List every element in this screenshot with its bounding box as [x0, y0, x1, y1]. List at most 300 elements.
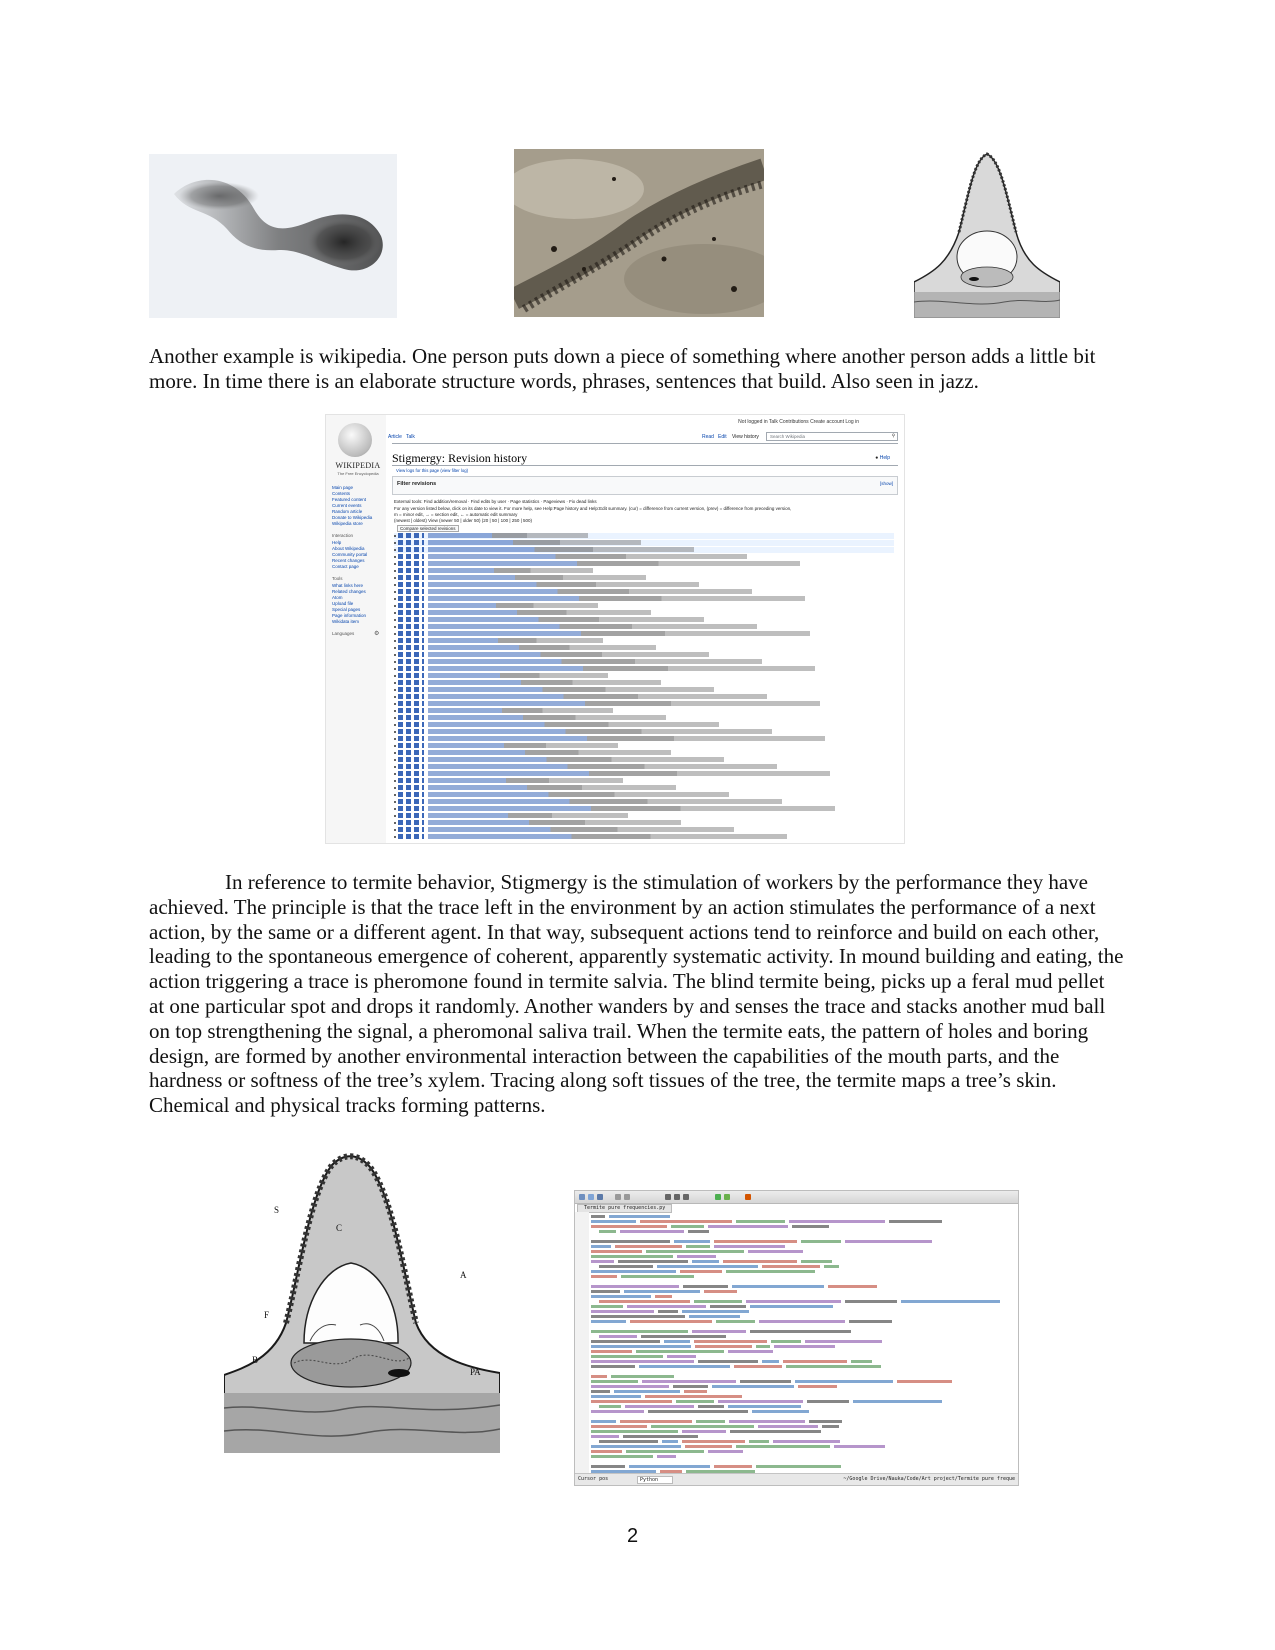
- sidebar-item-current-events[interactable]: Current events: [332, 503, 362, 508]
- code-token: [591, 1420, 616, 1423]
- cut-icon[interactable]: [665, 1194, 671, 1200]
- sidebar-item-special[interactable]: Special pages: [332, 607, 361, 612]
- revision-row[interactable]: [394, 547, 894, 553]
- sidebar-item-community[interactable]: Community portal: [332, 552, 368, 557]
- status-cursor-pos: Cursor pos: [578, 1476, 609, 1482]
- code-token: [591, 1240, 670, 1243]
- code-token: [684, 1390, 707, 1393]
- revision-summary[interactable]: [428, 820, 681, 825]
- revision-summary[interactable]: [428, 624, 757, 629]
- revision-summary[interactable]: [428, 540, 641, 545]
- cur-prev-links[interactable]: [398, 743, 424, 748]
- revision-summary[interactable]: [428, 736, 825, 741]
- cur-prev-links[interactable]: [398, 708, 424, 713]
- line-number-gutter: [575, 1212, 589, 1474]
- bullet-icon: [394, 829, 396, 831]
- code-token: [729, 1420, 805, 1423]
- revision-summary[interactable]: [428, 694, 767, 699]
- revision-row[interactable]: [394, 722, 894, 728]
- revision-summary[interactable]: [428, 568, 593, 573]
- code-token: [642, 1380, 736, 1383]
- revision-row[interactable]: [394, 708, 894, 714]
- code-token: [620, 1230, 684, 1233]
- code-token: [749, 1440, 769, 1443]
- cur-prev-links[interactable]: [398, 771, 424, 776]
- mound-label: S: [274, 1205, 280, 1215]
- revision-row[interactable]: [394, 631, 894, 637]
- revision-row[interactable]: [394, 582, 894, 588]
- code-token: [773, 1440, 840, 1443]
- revision-row[interactable]: [394, 771, 894, 777]
- cur-prev-links[interactable]: [398, 701, 424, 706]
- sidebar-item-featured[interactable]: Featured content: [332, 497, 367, 502]
- code-token: [591, 1410, 644, 1413]
- sidebar-item-wikidata[interactable]: Wikidata item: [332, 619, 360, 624]
- undo-icon[interactable]: [615, 1194, 621, 1200]
- code-token: [591, 1340, 660, 1343]
- revision-summary[interactable]: [428, 617, 704, 622]
- code-token: [599, 1230, 616, 1233]
- cur-prev-links[interactable]: [398, 750, 424, 755]
- revision-row[interactable]: [394, 785, 894, 791]
- revision-summary[interactable]: [428, 834, 787, 839]
- cur-prev-links[interactable]: [398, 757, 424, 762]
- sidebar-item-what-links[interactable]: What links here: [332, 583, 364, 588]
- cur-prev-links[interactable]: [398, 820, 424, 825]
- paste-icon[interactable]: [683, 1194, 689, 1200]
- code-token: [591, 1355, 663, 1358]
- code-token: [736, 1445, 830, 1448]
- revision-row[interactable]: [394, 827, 894, 833]
- bullet-icon: [394, 710, 396, 712]
- revision-summary[interactable]: [428, 554, 747, 559]
- wiki-page-title: Stigmergy: Revision history: [392, 451, 528, 465]
- code-token: [591, 1320, 626, 1323]
- cur-prev-links[interactable]: [398, 785, 424, 790]
- revision-summary[interactable]: [428, 659, 762, 664]
- sidebar-item-main-page[interactable]: Main page: [332, 485, 354, 490]
- cur-prev-links[interactable]: [398, 617, 424, 622]
- code-token: [682, 1440, 745, 1443]
- code-token: [809, 1420, 842, 1423]
- revision-summary[interactable]: [428, 631, 810, 636]
- bullet-icon: [394, 598, 396, 600]
- cur-prev-links[interactable]: [398, 540, 424, 545]
- new-file-icon[interactable]: [579, 1194, 585, 1200]
- code-token: [591, 1260, 614, 1263]
- code-token: [591, 1400, 672, 1403]
- bullet-icon: [394, 619, 396, 621]
- revision-row[interactable]: [394, 764, 894, 770]
- code-token: [599, 1265, 653, 1268]
- wiki-personal-links[interactable]: Not logged in Talk Contributions Create account Log in: [738, 419, 859, 425]
- revision-summary[interactable]: [428, 827, 734, 832]
- sidebar-item-recent-changes[interactable]: Recent changes: [332, 558, 365, 563]
- cur-prev-links[interactable]: [398, 575, 424, 580]
- code-token: [758, 1425, 818, 1428]
- code-token: [591, 1285, 679, 1288]
- cur-prev-links[interactable]: [398, 561, 424, 566]
- revision-summary[interactable]: [428, 764, 777, 769]
- code-token: [676, 1400, 714, 1403]
- cur-prev-links[interactable]: [398, 666, 424, 671]
- revision-summary[interactable]: [428, 603, 598, 608]
- bullet-icon: [394, 815, 396, 817]
- history-pager[interactable]: (newest | oldest) View (newer 50 | older 50) (20 | 50 | 100 | 250 | 500): [394, 518, 533, 523]
- code-token: [599, 1440, 658, 1443]
- code-token: [591, 1225, 667, 1228]
- code-token: [688, 1230, 709, 1233]
- revision-row[interactable]: [394, 701, 894, 707]
- revision-row[interactable]: [394, 729, 894, 735]
- code-token: [664, 1340, 690, 1343]
- revision-row[interactable]: [394, 603, 894, 609]
- tab-talk[interactable]: Talk: [406, 434, 415, 440]
- tab-article[interactable]: Article: [388, 434, 402, 440]
- cur-prev-links[interactable]: [398, 687, 424, 692]
- revision-row[interactable]: [394, 561, 894, 567]
- revision-summary[interactable]: [428, 715, 666, 720]
- code-token: [732, 1285, 824, 1288]
- revision-summary[interactable]: [428, 575, 646, 580]
- code-token: [620, 1420, 692, 1423]
- revision-summary[interactable]: [428, 547, 694, 552]
- mound-label: A: [460, 1270, 467, 1280]
- revision-summary[interactable]: [428, 792, 729, 797]
- cur-prev-links[interactable]: [398, 547, 424, 552]
- cur-prev-links[interactable]: [398, 631, 424, 636]
- cur-prev-links[interactable]: [398, 722, 424, 727]
- code-token: [625, 1405, 694, 1408]
- code-token: [789, 1220, 885, 1223]
- cur-prev-links[interactable]: [398, 645, 424, 650]
- revision-row[interactable]: [394, 568, 894, 574]
- code-token: [591, 1445, 681, 1448]
- revision-row[interactable]: [394, 554, 894, 560]
- revision-row[interactable]: [394, 666, 894, 672]
- revision-row[interactable]: [394, 659, 894, 665]
- cur-prev-links[interactable]: [398, 736, 424, 741]
- cur-prev-links[interactable]: [398, 652, 424, 657]
- revision-summary[interactable]: [428, 778, 623, 783]
- code-token: [696, 1420, 725, 1423]
- code-token: [807, 1400, 849, 1403]
- bullet-icon: [394, 626, 396, 628]
- sidebar-item-donate[interactable]: Donate to Wikipedia: [332, 515, 373, 520]
- revision-row[interactable]: [394, 687, 894, 693]
- ants-image: [514, 149, 764, 317]
- revision-summary[interactable]: [428, 813, 628, 818]
- revision-row[interactable]: [394, 820, 894, 826]
- bullet-icon: [394, 661, 396, 663]
- copy-icon[interactable]: [674, 1194, 680, 1200]
- code-token: [698, 1405, 724, 1408]
- sidebar-item-store[interactable]: Wikipedia store: [332, 521, 363, 526]
- code-token: [822, 1425, 839, 1428]
- code-token: [762, 1265, 820, 1268]
- bullet-icon: [394, 542, 396, 544]
- revision-summary[interactable]: [428, 771, 830, 776]
- code-token: [686, 1245, 710, 1248]
- filter-show-toggle[interactable]: [show]: [879, 481, 893, 486]
- revision-row[interactable]: [394, 617, 894, 623]
- cur-prev-links[interactable]: [398, 813, 424, 818]
- revision-row[interactable]: [394, 792, 894, 798]
- revision-row[interactable]: [394, 540, 894, 546]
- code-token: [792, 1225, 829, 1228]
- code-token: [623, 1435, 698, 1438]
- bullet-icon: [394, 724, 396, 726]
- revision-row[interactable]: [394, 813, 894, 819]
- status-language-select[interactable]: Python: [637, 1476, 673, 1484]
- code-token: [897, 1380, 952, 1383]
- code-token: [801, 1240, 841, 1243]
- bullet-icon: [394, 668, 396, 670]
- revision-row[interactable]: [394, 806, 894, 812]
- bullet-icon: [394, 801, 396, 803]
- revision-row[interactable]: [394, 736, 894, 742]
- redo-icon[interactable]: [624, 1194, 630, 1200]
- sidebar-head-languages: Languages: [332, 631, 355, 636]
- code-token: [710, 1305, 746, 1308]
- bullet-icon: [394, 563, 396, 565]
- code-token: [591, 1455, 653, 1458]
- revision-row[interactable]: [394, 834, 894, 840]
- revision-row[interactable]: [394, 589, 894, 595]
- code-token: [708, 1225, 788, 1228]
- bullet-icon: [394, 759, 396, 761]
- paragraph-wikipedia: Another example is wikipedia. One person puts down a piece of something where another person adds a little bit more. In time there is an elaborate structure words, phrases, sentences that build. Also seen in jazz.: [149, 344, 1096, 393]
- code-token: [671, 1225, 704, 1228]
- code-token: [901, 1300, 1000, 1303]
- code-token: [658, 1310, 678, 1313]
- cur-prev-links[interactable]: [398, 659, 424, 664]
- bullet-icon: [394, 794, 396, 796]
- revision-summary[interactable]: [428, 680, 661, 685]
- code-token: [618, 1260, 688, 1263]
- cur-prev-links[interactable]: [398, 596, 424, 601]
- cur-prev-links[interactable]: [398, 778, 424, 783]
- code-token: [824, 1265, 839, 1268]
- sidebar-item-contents[interactable]: Contents: [332, 491, 351, 496]
- revision-summary[interactable]: [428, 799, 782, 804]
- cur-prev-links[interactable]: [398, 582, 424, 587]
- wiki-search-input[interactable]: [766, 432, 898, 441]
- search-icon[interactable]: ⚲: [891, 433, 895, 438]
- open-file-icon[interactable]: [588, 1194, 594, 1200]
- code-token: [798, 1385, 837, 1388]
- revision-row[interactable]: [394, 750, 894, 756]
- cur-prev-links[interactable]: [398, 589, 424, 594]
- code-token: [591, 1295, 651, 1298]
- cur-prev-links[interactable]: [398, 610, 424, 615]
- code-token: [636, 1350, 724, 1353]
- code-token: [646, 1250, 744, 1253]
- code-token: [591, 1310, 654, 1313]
- cur-prev-links[interactable]: [398, 715, 424, 720]
- sidebar-item-contact[interactable]: Contact page: [332, 564, 359, 569]
- revision-row[interactable]: [394, 715, 894, 721]
- code-token: [683, 1285, 728, 1288]
- revision-summary[interactable]: [428, 582, 699, 587]
- code-token: [639, 1365, 730, 1368]
- header-rule: [392, 443, 898, 444]
- code-token: [667, 1355, 696, 1358]
- bullet-icon: [394, 731, 396, 733]
- revision-summary[interactable]: [428, 701, 820, 706]
- code-token: [756, 1345, 770, 1348]
- revision-row[interactable]: [394, 799, 894, 805]
- tab-view-history[interactable]: View history: [732, 434, 759, 440]
- revision-summary[interactable]: [428, 743, 618, 748]
- editor-file-tab[interactable]: Termite pure frequencies.py: [577, 1204, 672, 1213]
- code-token: [624, 1290, 700, 1293]
- revision-row[interactable]: [394, 638, 894, 644]
- revision-row[interactable]: [394, 680, 894, 686]
- code-token: [657, 1265, 758, 1268]
- cur-prev-links[interactable]: [398, 792, 424, 797]
- sidebar-item-page-info[interactable]: Page information: [332, 613, 367, 618]
- revision-summary[interactable]: [428, 652, 709, 657]
- code-token: [746, 1300, 841, 1303]
- revision-summary[interactable]: [428, 610, 651, 615]
- code-token: [651, 1425, 754, 1428]
- ants-illustration: [514, 149, 764, 317]
- code-token: [689, 1315, 740, 1318]
- code-token: [752, 1410, 809, 1413]
- sidebar-item-upload[interactable]: Upload file: [332, 601, 354, 606]
- sidebar-item-about[interactable]: About Wikipedia: [332, 546, 365, 551]
- revision-row[interactable]: [394, 610, 894, 616]
- code-token: [740, 1380, 791, 1383]
- revision-row[interactable]: [394, 757, 894, 763]
- help-icon: ●: [875, 455, 879, 461]
- flock-illustration: [149, 154, 397, 318]
- tab-edit[interactable]: Edit: [718, 434, 727, 440]
- filter-revisions-box[interactable]: [392, 476, 898, 495]
- revision-summary[interactable]: [428, 673, 608, 678]
- bullet-icon: [394, 584, 396, 586]
- cur-prev-links[interactable]: [398, 806, 424, 811]
- revision-summary[interactable]: [428, 757, 724, 762]
- code-token: [759, 1320, 845, 1323]
- code-token: [704, 1290, 737, 1293]
- cur-prev-links[interactable]: [398, 638, 424, 643]
- cur-prev-links[interactable]: [398, 624, 424, 629]
- revision-summary[interactable]: [428, 561, 800, 566]
- code-token: [657, 1455, 676, 1458]
- cur-prev-links[interactable]: [398, 533, 424, 538]
- run-icon[interactable]: [715, 1194, 721, 1200]
- code-token: [599, 1405, 621, 1408]
- revision-row[interactable]: [394, 575, 894, 581]
- history-legend-1: For any version listed below, click on its date to view it. For more help, see Help:Page history and Help:Edit summary. (cur) = difference from current version, (prev) = difference from preceding version,: [394, 506, 792, 511]
- code-token: [728, 1350, 773, 1353]
- cur-prev-links[interactable]: [398, 799, 424, 804]
- revision-row[interactable]: [394, 778, 894, 784]
- cur-prev-links[interactable]: [398, 827, 424, 832]
- sidebar-item-related[interactable]: Related changes: [332, 589, 366, 594]
- sidebar-item-help[interactable]: Help: [332, 540, 342, 545]
- revision-summary[interactable]: [428, 666, 815, 671]
- cur-prev-links[interactable]: [398, 694, 424, 699]
- revision-summary[interactable]: [428, 785, 676, 790]
- code-token: [591, 1365, 635, 1368]
- cur-prev-links[interactable]: [398, 680, 424, 685]
- bullet-icon: [394, 696, 396, 698]
- revision-summary[interactable]: [428, 687, 714, 692]
- revision-summary[interactable]: [428, 722, 719, 727]
- revision-row[interactable]: [394, 694, 894, 700]
- cur-prev-links[interactable]: [398, 554, 424, 559]
- sidebar-head-interaction: Interaction: [332, 533, 354, 538]
- revision-row[interactable]: [394, 743, 894, 749]
- code-token: [682, 1310, 749, 1313]
- cur-prev-links[interactable]: [398, 834, 424, 839]
- code-token: [591, 1390, 610, 1393]
- code-token: [641, 1335, 726, 1338]
- compare-revisions-button[interactable]: Compare selected revisions: [397, 525, 459, 532]
- revision-summary[interactable]: [428, 645, 656, 650]
- bullet-icon: [394, 689, 396, 691]
- sidebar-item-random[interactable]: Random article: [332, 509, 363, 514]
- revision-summary[interactable]: [428, 708, 613, 713]
- revision-summary[interactable]: [428, 750, 671, 755]
- tab-read[interactable]: Read: [702, 434, 714, 440]
- sidebar-item-atom[interactable]: Atom: [332, 595, 343, 600]
- revision-summary[interactable]: [428, 596, 805, 601]
- code-token: [692, 1260, 719, 1263]
- save-icon[interactable]: [597, 1194, 603, 1200]
- revision-summary[interactable]: [428, 589, 752, 594]
- code-token: [849, 1320, 892, 1323]
- wikipedia-globe-icon[interactable]: [338, 423, 372, 457]
- cur-prev-links[interactable]: [398, 673, 424, 678]
- revision-summary[interactable]: [428, 729, 772, 734]
- wiki-sidebar: [326, 415, 386, 843]
- revision-summary[interactable]: [428, 533, 588, 538]
- paragraph-stigmergy-text: In reference to termite behavior, Stigmergy is the stimulation of workers by the performance they have achieved. The principle is that the trace left in the environment by an action stimulates the performance of a next action, by the same or a different agent. In that way, subsequent actions tend to reinforce and build on each other, leading to the spontaneous emergence of coherent, apparently systematic activity. In mound building and eating, the action triggering a trace is pheromone found in termite salvia. The blind termite being, picks up a feral mud pellet at one particular spot and drops it randomly. Another wanders by and senses the trace and stacks another mud ball on top strengthening the signal, a pheromonal saliva trail. When the termite eats, the pattern of holes and boring design, are formed by another environmental interaction between the capabilities of the mouth parts, and the hardness or softness of the tree’s xylem. Tracing along soft tissues of the tree, the termite maps a tree’s skin. Chemical and physical tracks forming patterns.: [149, 870, 1124, 1118]
- cur-prev-links[interactable]: [398, 603, 424, 608]
- code-token: [853, 1400, 942, 1403]
- revision-row[interactable]: [394, 652, 894, 658]
- cur-prev-links[interactable]: [398, 729, 424, 734]
- debug-icon[interactable]: [745, 1194, 751, 1200]
- revision-row[interactable]: [394, 673, 894, 679]
- code-token: [692, 1330, 746, 1333]
- bullet-icon: [394, 633, 396, 635]
- revision-row[interactable]: [394, 533, 894, 539]
- bullet-icon: [394, 640, 396, 642]
- revision-row[interactable]: [394, 645, 894, 651]
- gear-icon[interactable]: ⚙: [374, 631, 380, 637]
- view-logs-link[interactable]: View logs for this page (view filter log): [396, 468, 469, 473]
- revision-row[interactable]: [394, 624, 894, 630]
- termite-mound-large-illustration: [224, 1153, 500, 1453]
- code-token: [591, 1360, 694, 1363]
- revision-row[interactable]: [394, 596, 894, 602]
- cur-prev-links[interactable]: [398, 764, 424, 769]
- revision-summary[interactable]: [428, 806, 835, 811]
- code-token: [591, 1450, 622, 1453]
- code-token: [845, 1240, 932, 1243]
- revision-summary[interactable]: [428, 638, 603, 643]
- help-link[interactable]: [875, 455, 890, 461]
- code-token: [630, 1320, 712, 1323]
- termite-mound-small-image: [914, 152, 1060, 318]
- cur-prev-links[interactable]: [398, 568, 424, 573]
- run-cell-icon[interactable]: [724, 1194, 730, 1200]
